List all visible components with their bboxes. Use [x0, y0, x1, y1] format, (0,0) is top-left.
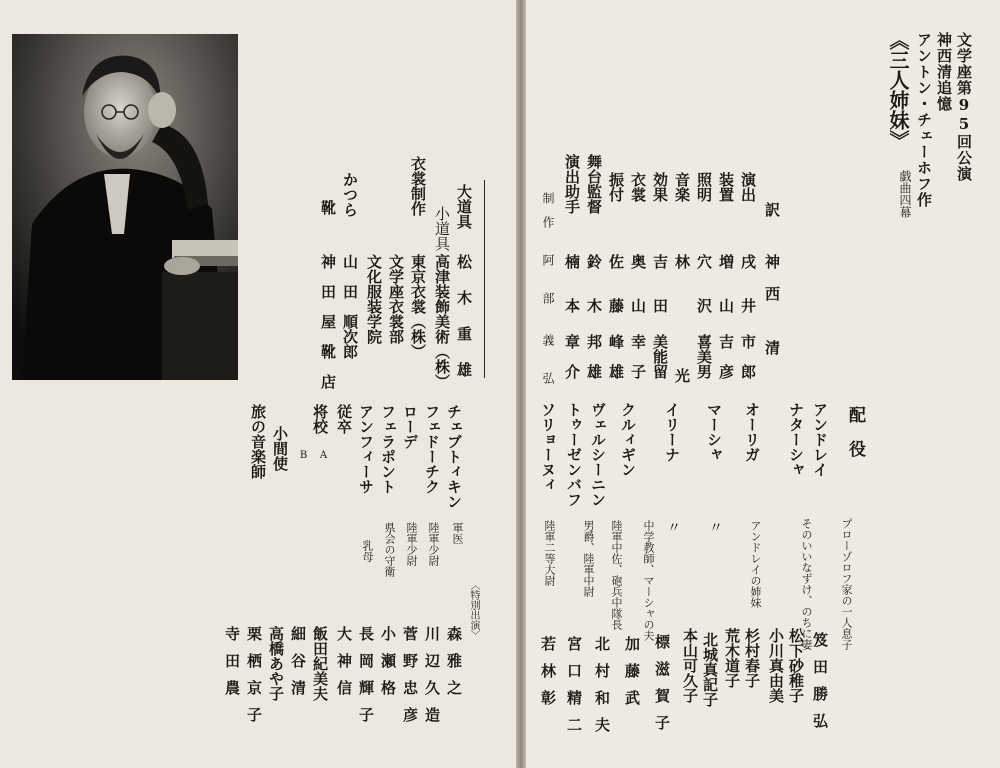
staff-given: 市 郎	[739, 334, 757, 379]
cast-role: ソリョーヌィ	[539, 402, 557, 492]
staff-given: 義 弘	[541, 334, 555, 391]
cast-note: そのいいなずけ、のちに妻	[800, 518, 813, 650]
cast-note: 乳母	[361, 540, 374, 562]
cast-heading: 配 役	[845, 406, 865, 457]
cast-role: 将校	[311, 404, 329, 434]
cast-role: 旅の音楽師	[249, 404, 267, 479]
cast-role: 小間使	[271, 426, 289, 471]
genre-label: 戯曲四幕	[898, 170, 912, 218]
staff-name: 神 田 屋 靴 店	[319, 254, 337, 389]
cast-role: アンドレイ	[811, 402, 829, 477]
cast-note: プローゾロフ家の一人息子	[840, 518, 853, 650]
cast-actor: 北村和夫	[593, 636, 611, 744]
cast-role: フェラポント	[379, 404, 397, 494]
cast-note: B	[298, 450, 309, 461]
staff-given: 章 介	[563, 334, 581, 379]
cast-role: トゥーゼンバフ	[565, 402, 583, 507]
staff-given: 清	[763, 340, 781, 356]
staff-divider	[484, 180, 485, 378]
staff-given: 邦 雄	[585, 334, 603, 379]
cast-role: 従卒	[335, 404, 353, 434]
memorial-label: 神西清追憶	[935, 32, 953, 112]
cast-note: 軍医	[451, 522, 464, 544]
cast-role: フェドーチク	[423, 404, 441, 494]
staff-name: 穴 沢	[695, 254, 713, 320]
staff-name: 奥 山	[629, 254, 647, 320]
cast-actor: 笈田勝弘	[811, 632, 829, 740]
cast-actor: 細谷清	[289, 626, 307, 707]
staff-given: 吉 彦	[717, 334, 735, 379]
book-gutter	[516, 0, 526, 768]
cast-actor: 本山可久子	[681, 628, 699, 703]
cast-actor: 若林彰	[539, 636, 557, 717]
staff-role: 演出	[739, 172, 757, 202]
cast-actor: 川辺久造	[423, 626, 441, 734]
staff-name: 吉 田	[651, 254, 669, 320]
play-title: 《三人姉妹》	[886, 30, 910, 150]
cast-note: 陸軍二等大尉	[543, 520, 556, 586]
cast-actor: 松下砂稚子	[787, 628, 805, 703]
staff-role: 衣裳制作	[409, 156, 427, 216]
staff-name: 戌 井	[739, 254, 757, 320]
cast-role: ローデ	[401, 404, 419, 449]
author-label: アントン・チェーホフ作	[915, 32, 933, 208]
cast-actor: 大神信	[335, 626, 353, 707]
cast-role: ヴェルシーニン	[589, 402, 607, 507]
cast-note: 男爵、陸軍中尉	[582, 520, 595, 597]
staff-given: 峰 雄	[607, 334, 625, 379]
staff-name: 林	[673, 254, 691, 269]
cast-actor: 菅野忠彦	[401, 626, 419, 734]
cast-actor: 小川真由美	[767, 628, 785, 703]
staff-role: 照明	[695, 172, 713, 202]
staff-role: 衣裳	[629, 172, 647, 202]
staff-role: 舞台監督	[585, 154, 603, 214]
staff-role: かつら	[341, 172, 359, 217]
staff-name: 文化服装学院	[365, 254, 383, 344]
cast-actor: 寺田農	[223, 626, 241, 707]
cast-actor: 栗栖京子	[245, 626, 263, 734]
staff-given: 美能留	[651, 334, 669, 379]
cast-note: 〃	[707, 520, 723, 534]
cast-note: A	[318, 450, 329, 461]
portrait-photo-icon	[12, 34, 238, 380]
cast-role: イリーナ	[663, 402, 681, 462]
cast-note: アンドレイの姉妹	[749, 520, 762, 608]
staff-role: 音楽	[673, 172, 691, 202]
staff-name: 阿 部	[541, 254, 555, 311]
staff-role: 靴	[319, 200, 337, 215]
cast-actor: 北城真記子	[701, 632, 719, 707]
cast-note: 陸軍少尉	[427, 522, 440, 566]
staff-role: 大道具	[455, 184, 473, 229]
cast-role: ナターシャ	[787, 402, 805, 477]
cast-actor: 森雅之	[445, 626, 463, 707]
cast-actor: 荒木道子	[723, 628, 741, 688]
staff-role: 訳	[763, 202, 781, 218]
cast-role: チェブトィキン	[445, 404, 463, 509]
staff-role: 効果	[651, 172, 669, 202]
author-portrait	[12, 34, 238, 380]
staff-name: 東京衣裳（株）	[409, 254, 427, 359]
cast-role: マーシャ	[705, 402, 723, 462]
cast-actor: 宮口精二	[565, 636, 583, 744]
staff-name: 山 田 順次郎	[341, 254, 359, 359]
cast-actor: 小瀬格	[379, 626, 397, 707]
staff-name: 文学座衣裳部	[387, 254, 405, 344]
staff-name: 松 木 重 雄	[455, 254, 473, 380]
cast-actor: 高橋あや子	[267, 626, 285, 701]
cast-note: 県会の守衛	[383, 522, 396, 577]
cast-actor: 長岡輝子	[357, 626, 375, 734]
staff-role: 制作	[541, 192, 555, 240]
cast-actor: 標滋賀子	[653, 634, 671, 742]
staff-name: 増 山	[717, 254, 735, 320]
special-appearance-label: 〈特別出演〉	[468, 580, 479, 640]
company-label: 文学座第95回公演	[955, 32, 973, 182]
staff-name: 鈴 木	[585, 254, 603, 320]
cast-role: アンフィーサ	[357, 404, 375, 494]
cast-note: 陸軍中佐、砲兵中隊長	[610, 520, 623, 630]
staff-role: 装置	[717, 172, 735, 202]
cast-actor: 飯田紀美夫	[311, 626, 329, 701]
staff-role: 振付	[607, 172, 625, 202]
staff-role: 小道具	[433, 206, 451, 251]
cast-note: 中学教師、マーシャの夫	[642, 520, 655, 641]
cast-note: 陸軍少尉	[405, 522, 418, 566]
staff-name: 神 西	[763, 254, 781, 302]
staff-name: 楠 本	[563, 254, 581, 320]
staff-role: 演出助手	[563, 154, 581, 214]
staff-given: 光	[673, 368, 691, 383]
cast-role: オーリガ	[743, 402, 761, 462]
cast-note: 〃	[665, 520, 681, 534]
staff-name: 高津装飾美術（株）	[433, 254, 451, 389]
staff-given: 喜美男	[695, 334, 713, 379]
staff-name: 佐 藤	[607, 254, 625, 320]
cast-actor: 加藤武	[623, 636, 641, 717]
cast-role: クルィギン	[619, 402, 637, 477]
staff-given: 幸 子	[629, 334, 647, 379]
cast-actor: 杉村春子	[743, 628, 761, 688]
